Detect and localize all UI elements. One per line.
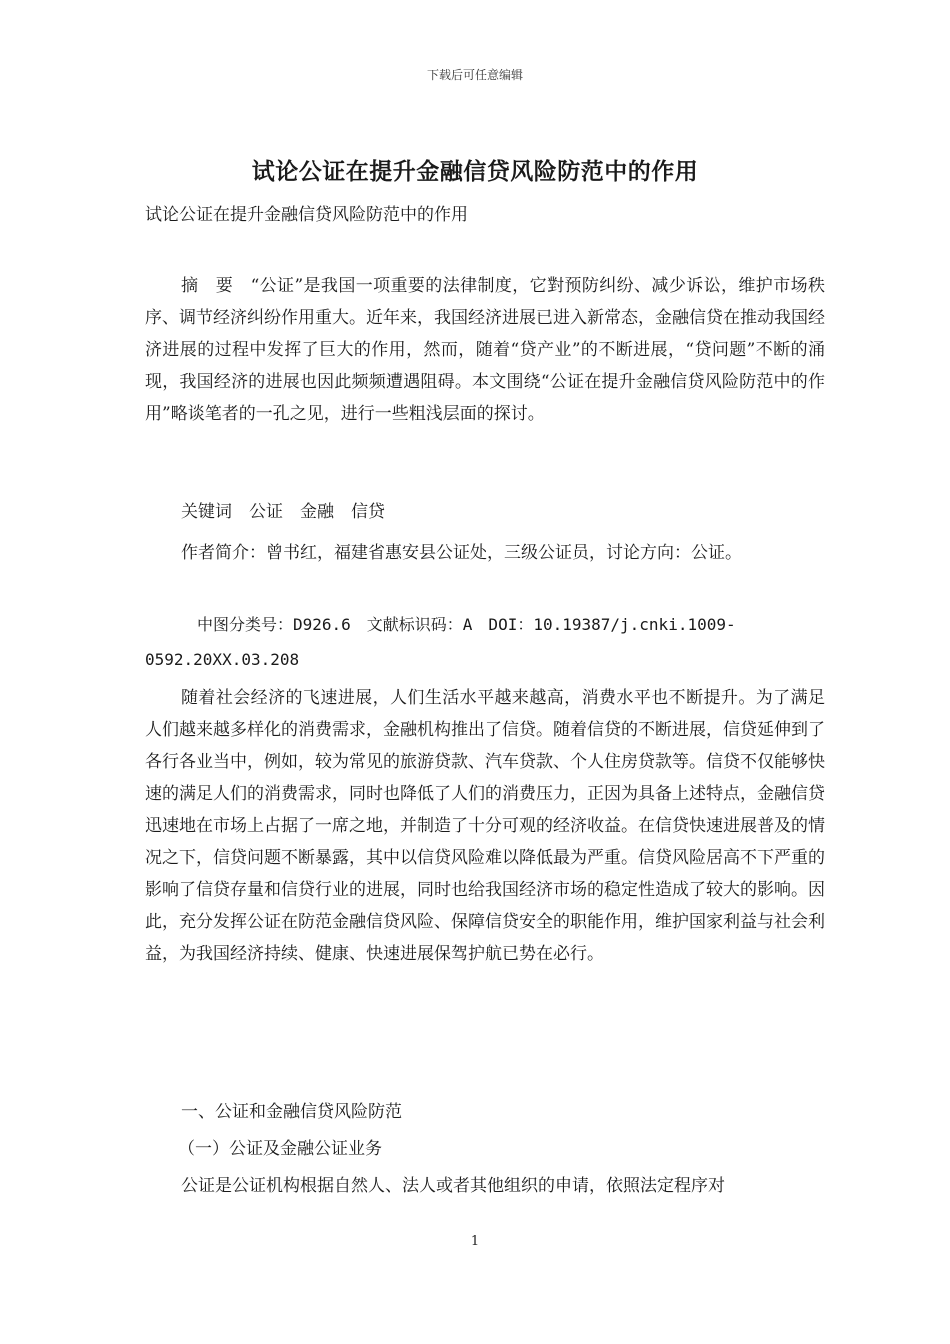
intro-block — [145, 682, 825, 970]
subsection-heading: （一）公证及金融公证业务 — [178, 1139, 382, 1159]
document-subtitle: 试论公证在提升金融信贷风险防范中的作用 — [145, 205, 468, 225]
classification-line-cont: 0592.20XX.03.208 — [145, 650, 300, 669]
document-title: 试论公证在提升金融信贷风险防范中的作用 — [251, 158, 699, 185]
section-heading: 一、公证和金融信贷风险防范 — [181, 1102, 402, 1122]
body-paragraph: 公证是公证机构根据自然人、法人或者其他组织的申请，依照法定程序对 — [181, 1176, 725, 1196]
classification-line: 中图分类号：D926.6 文献标识码：A DOI：10.19387/j.cnki.1009- — [197, 615, 736, 634]
abstract-block — [145, 270, 825, 430]
author-bio: 作者简介：曾书红，福建省惠安县公证处，三级公证员，讨论方向：公证。 — [181, 543, 742, 563]
page-number: 1 — [470, 1234, 480, 1249]
abstract-paragraph: 摘 要 “公证”是我国一项重要的法律制度，它對预防纠纷、减少诉讼，维护市场秩序、调节经济纠纷作用重大。近年来，我国经济进展已进入新常态，金融信贷在推动我国经济进展的过程中发挥了巨大的作用，然而，随着“贷产业”的不断进展，“贷问题”不断的涌现，我国经济的进展也因此频频遭遇阻碍。本文围绕“公证在提升金融信贷风险防范中的作用”略谈笔者的一孔之见，进行一些粗浅层面的探讨。 — [145, 276, 825, 424]
intro-paragraph: 随着社会经济的飞速进展，人们生活水平越来越高，消费水平也不断提升。为了满足人们越来越多样化的消费需求，金融机构推出了信贷。随着信贷的不断进展，信贷延伸到了各行各业当中，例如，较为常见的旅游贷款、汽车贷款、个人住房贷款等。信贷不仅能够快速的满足人们的消费需求，同时也降低了人们的消费压力，正因为具备上述特点，金融信贷迅速地在市场上占据了一席之地，并制造了十分可观的经济收益。在信贷快速进展普及的情况之下，信贷问题不断暴露，其中以信贷风险难以降低最为严重。信贷风险居高不下严重的影响了信贷存量和信贷行业的进展，同时也给我国经济市场的稳定性造成了较大的影响。因此，充分发挥公证在防范金融信贷风险、保障信贷安全的职能作用，维护国家利益与社会利益，为我国经济持续、健康、快速进展保驾护航已势在必行。 — [145, 688, 825, 964]
page-header: 下载后可任意编辑 — [426, 68, 523, 82]
keywords-line: 关键词 公证 金融 信贷 — [181, 502, 385, 522]
